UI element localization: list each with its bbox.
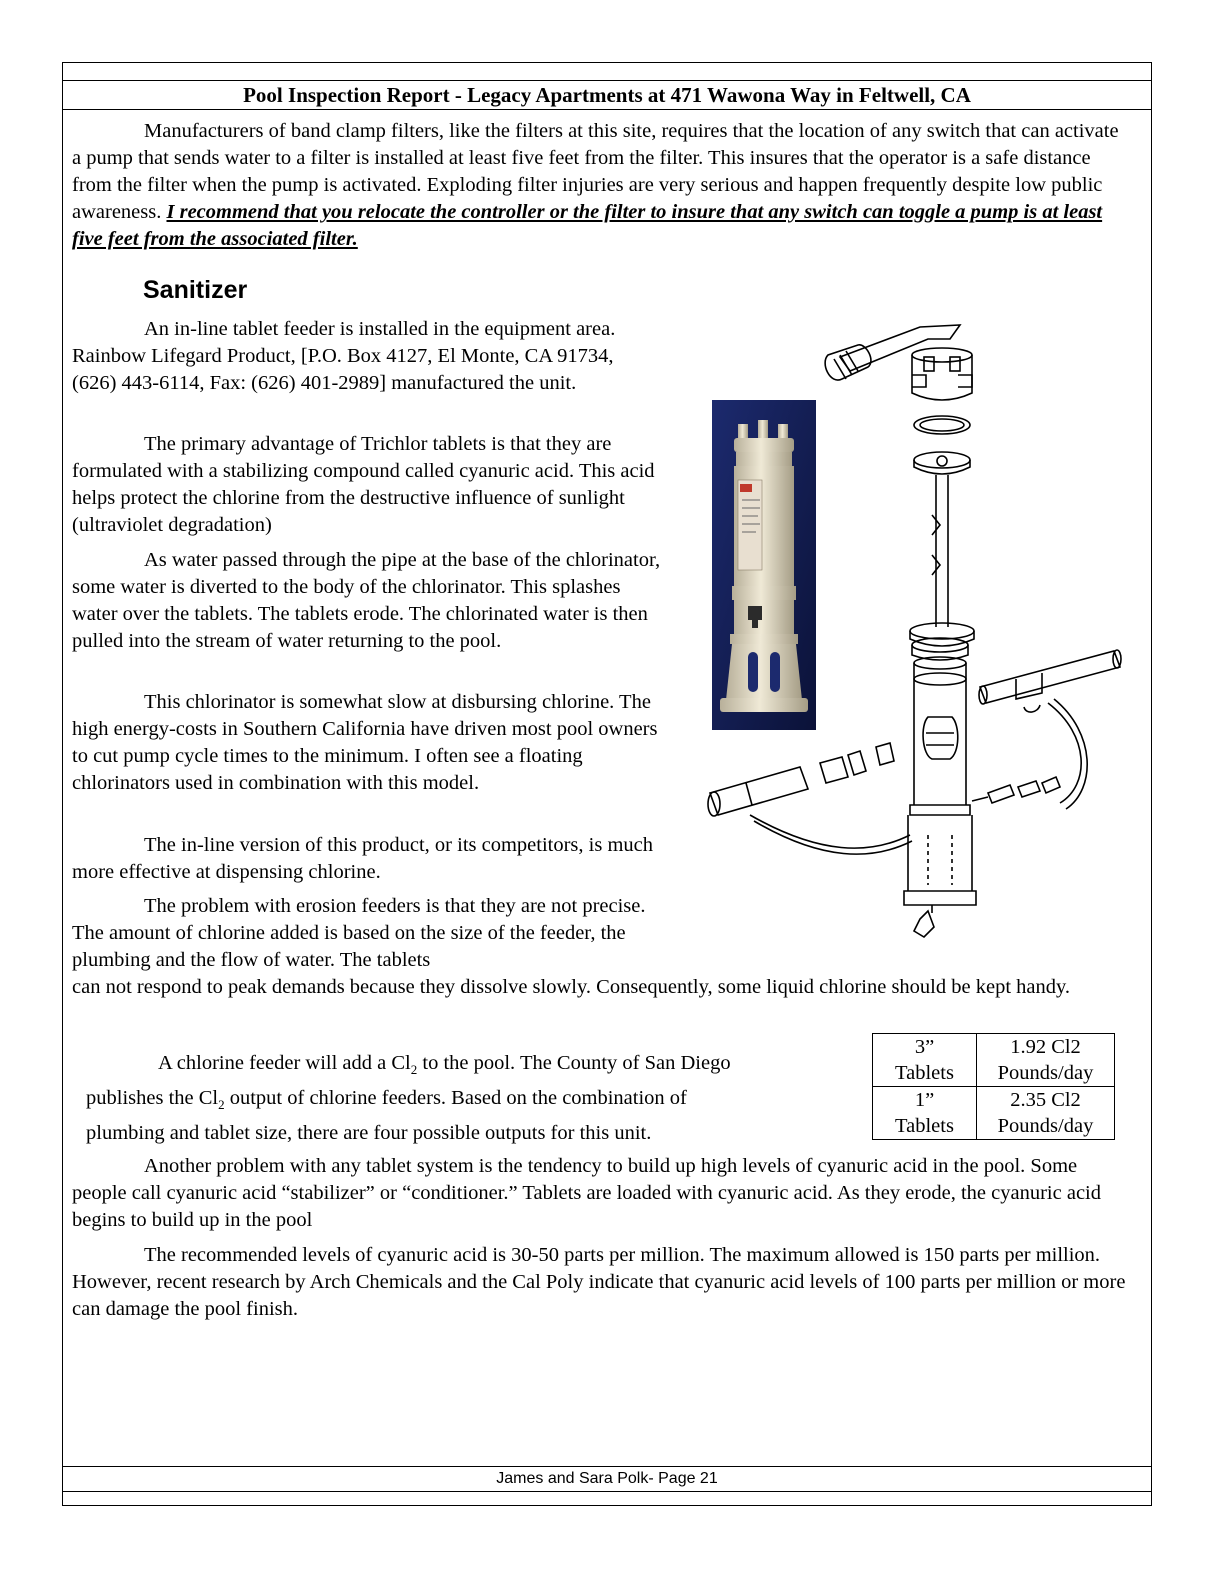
intro-text: Manufacturers of band clamp filters, like the filters at this site, requires that the location of any switch that can activate a pump that sends water to a filter is installed at least five feet from the filter. This insures that the operator is a safe distance from the filter when the pump is activated. Exploding filter injuries are very serious and happen frequently despite low public awareness. bbox=[72, 120, 1119, 223]
report-title: Pool Inspection Report - Legacy Apartments at 471 Wawona Way in Feltwell, CA bbox=[243, 83, 971, 107]
sanitizer-paragraph-5: The in-line version of this product, or its competitors, is much more effective at dispensing chlorine. bbox=[72, 834, 653, 883]
feeder-text-1: A chlorine feeder will add a Cl bbox=[158, 1052, 411, 1074]
table-row bbox=[873, 1034, 1115, 1087]
feeder-output-table bbox=[872, 1033, 1115, 1140]
feeder-text-2: to the pool. The County of San Diego bbox=[417, 1052, 731, 1074]
intro-paragraph bbox=[72, 118, 1128, 253]
page-header bbox=[62, 80, 1152, 110]
output-unit: Pounds/day bbox=[997, 1062, 1094, 1084]
sanitizer-paragraph-6a: The problem with erosion feeders is that they are not precise. The amount of chlorine added is based on the size of the feeder, the plumbing and the flow of water. The tablets bbox=[72, 895, 646, 971]
output-value: 2.35 Cl2 bbox=[1010, 1089, 1081, 1111]
table-cell-output bbox=[977, 1034, 1115, 1087]
size-unit: Tablets bbox=[895, 1115, 954, 1137]
sanitizer-paragraph-3: As water passed through the pipe at the base of the chlorinator, some water is diverted to the body of the chlorinator. This splashes water over the tablets. The tablets erode. The chlorinated water is then pulled into the stream of water returning to the pool. bbox=[72, 549, 661, 652]
page-footer bbox=[62, 1466, 1152, 1492]
size-unit: Tablets bbox=[895, 1062, 954, 1084]
cyanuric-paragraph-2: The recommended levels of cyanuric acid is 30-50 parts per million. The maximum allowed is 150 parts per million. However, recent research by Arch Chemicals and the Cal Poly indicate that cyanuric acid levels of 100 parts per million or more can damage the pool finish. bbox=[72, 1244, 1126, 1320]
table-row bbox=[873, 1087, 1115, 1140]
feeder-sub-2: 2 bbox=[218, 1097, 225, 1113]
feeder-text-4: output of chlorine feeders. Based on the combination of bbox=[224, 1087, 687, 1110]
sanitizer-paragraph-6b: can not respond to peak demands because they dissolve slowly. Consequently, some liquid chlorine should be kept handy. bbox=[72, 976, 1071, 998]
table-cell-size bbox=[873, 1087, 977, 1140]
sanitizer-paragraph-1: An in-line tablet feeder is installed in the equipment area. Rainbow Lifegard Product, [P.O. Box 4127, El Monte, CA 91734, (626) 443-6114, Fax: (626) 401-2989] manufactured the unit. bbox=[72, 318, 616, 394]
size-value: 3” bbox=[914, 1036, 935, 1058]
recommendation-text: I recommend that you relocate the controller or the filter to insure that any switch can toggle a pump is at least five feet from the associated filter. bbox=[72, 201, 1103, 250]
feeder-exploded-diagram bbox=[670, 315, 1140, 970]
footer-text: James and Sara Polk- Page 21 bbox=[496, 1470, 718, 1487]
table-cell-size bbox=[873, 1034, 977, 1087]
feeder-sub-1: 2 bbox=[410, 1062, 418, 1078]
feeder-text-3: publishes the Cl bbox=[86, 1087, 219, 1110]
table-cell-output bbox=[977, 1087, 1115, 1140]
output-value: 1.92 Cl2 bbox=[1010, 1036, 1081, 1058]
feeder-text-5: plumbing and tablet size, there are four possible outputs for this unit. bbox=[86, 1122, 652, 1145]
cyanuric-paragraph-1: Another problem with any tablet system is the tendency to build up high levels of cyanuric acid in the pool. Some people call cyanuric acid “stabilizer” or “conditioner.” Tablets are loaded with cyanuric acid. As they erode, the cyanuric acid begins to build up in the pool bbox=[72, 1155, 1101, 1231]
sanitizer-paragraph-2: The primary advantage of Trichlor tablets is that they are formulated with a stabilizing compound called cyanuric acid. This acid helps protect the chlorine from the destructive influence of sunlight (ultraviolet degradation) bbox=[72, 433, 655, 536]
sanitizer-paragraph-4: This chlorinator is somewhat slow at disbursing chlorine. The high energy-costs in Southern California have driven most pool owners to cut pump cycle times to the minimum. I often see a floating chlorinators used in combination with this model. bbox=[72, 691, 658, 794]
size-value: 1” bbox=[914, 1089, 935, 1111]
section-heading-sanitizer: Sanitizer bbox=[143, 276, 248, 304]
feeder-paragraph bbox=[86, 1049, 856, 1147]
output-unit: Pounds/day bbox=[997, 1115, 1094, 1137]
